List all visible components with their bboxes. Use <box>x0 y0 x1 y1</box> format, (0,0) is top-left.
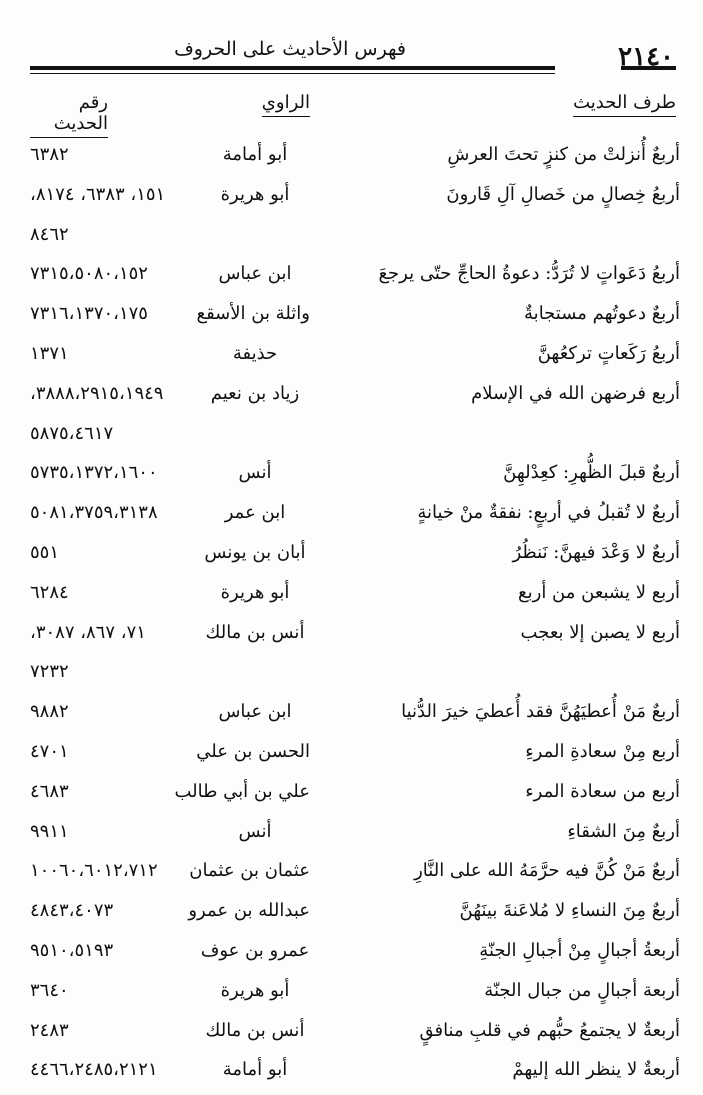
hadith-number: ٢٤٨٣ <box>30 1019 69 1041</box>
column-headers <box>30 92 680 134</box>
hadith-index-list <box>30 140 680 1095</box>
index-row <box>30 936 680 976</box>
index-row <box>30 697 680 737</box>
header-rule-thin <box>30 73 555 74</box>
hadith-number: ٤٧٠١ <box>30 740 69 762</box>
narrator-name: ابن عمر <box>224 502 286 524</box>
narrator-name: أبو أمامة <box>222 144 288 165</box>
hadith-number: ٥٧٣٥،١٣٧٢،١٦٠٠ <box>30 462 158 484</box>
index-row <box>30 856 680 896</box>
page-title: فهرس الأحاديث على الحروف <box>174 38 406 60</box>
narrator-name: أنس بن مالك <box>205 621 305 643</box>
hadith-text: أربعٌ أُنزلتْ من كنزٍ تحتَ العرشِ <box>447 144 680 165</box>
hadith-text: أربعةٌ لا يجتمعُ حبُّهم في قلبِ منافقٍ <box>419 1019 680 1041</box>
index-row <box>30 220 680 260</box>
hadith-text: أربعة أجبالٍ من جبال الجنّة <box>484 979 680 1001</box>
hadith-number: ٩٥١٠،٥١٩٣ <box>30 939 114 961</box>
index-row <box>30 1016 680 1056</box>
hadith-number: ٦٢٨٤ <box>30 581 69 603</box>
index-row <box>30 538 680 578</box>
hadith-text: أربعٌ لا وَعْدَ فيهنَّ: نَنظُرُ <box>512 541 680 563</box>
index-row <box>30 1055 680 1095</box>
hadith-text: أربعٌ مِنَ النساءِ لا مُلاعَنةَ بينَهُنَّ <box>459 900 680 922</box>
narrator-name: أبو هريرة <box>220 581 290 603</box>
hadith-text: أربع لا يصبن إلا بعجب <box>520 621 680 643</box>
hadith-text: أربع من سعادة المرء <box>525 780 680 802</box>
hadith-text: أربعةٌ لا ينظر الله إليهمْ <box>512 1059 680 1081</box>
hadith-number: ٩٩١١ <box>30 820 69 842</box>
hadith-number: ٥٠٨١،٣٧٥٩،٣١٣٨ <box>30 502 158 524</box>
hadith-number: ١٠٠٦٠،٦٠١٢،٧١٢ <box>30 860 158 882</box>
hadith-number: ٧٣١٦،١٣٧٠،١٧٥ <box>30 303 148 325</box>
hadith-number: ٥٥١ <box>30 541 60 563</box>
hadith-text: أربعٌ مَنْ كُنَّ فيه حرَّمَهُ الله على النَّارِ <box>414 860 680 882</box>
index-row <box>30 419 680 459</box>
narrator-name: ابن عباس <box>218 263 292 285</box>
narrator-name: عمرو بن عوف <box>200 939 310 961</box>
narrator-name: عبدالله بن عمرو <box>188 900 310 922</box>
hadith-text: أربعٌ مِنَ الشقاءِ <box>567 820 680 842</box>
index-row <box>30 976 680 1016</box>
narrator-name: الحسن بن علي <box>196 740 310 762</box>
hadith-number: ١٣٧١ <box>30 342 69 364</box>
column-header-number: رقم الحديث <box>30 92 108 138</box>
hadith-text: أربعُ خِصالٍ من خَصالِ آلِ قَارونَ <box>446 183 680 205</box>
narrator-name: واثلة بن الأسقع <box>196 303 310 325</box>
hadith-number: ٤٤٦٦،٢٤٨٥،٢١٢١ <box>30 1059 158 1081</box>
index-row <box>30 777 680 817</box>
hadith-number: ٩٨٨٢ <box>30 701 69 723</box>
index-row <box>30 618 680 658</box>
narrator-name: ابن عباس <box>218 701 292 723</box>
page-header <box>30 30 680 80</box>
narrator-name: أنس <box>238 820 272 842</box>
page-number: ٢١٤٠ <box>618 42 674 72</box>
hadith-text: أربعٌ لا تُقبلُ في أربعٍ: نفقةٌ منْ خيانةٍ <box>417 502 680 524</box>
hadith-text: أربعُ دَعَواتٍ لا تُرَدُّ: دعوةُ الحاجِّ حتّى يرجعَ <box>378 263 680 285</box>
index-row <box>30 259 680 299</box>
index-row <box>30 817 680 857</box>
narrator-name: أبو هريرة <box>220 979 290 1001</box>
index-row <box>30 180 680 220</box>
hadith-text: أربعٌ دعوتُهم مستجابةٌ <box>524 303 680 325</box>
narrator-name: علي بن أبي طالب <box>174 780 310 802</box>
column-header-text: طرف الحديث <box>573 92 676 117</box>
narrator-name: حذيفة <box>232 342 278 364</box>
narrator-name: أبو هريرة <box>220 183 290 205</box>
narrator-name: عثمان بن عثمان <box>189 860 310 882</box>
hadith-text: أربعُ رَكَعاتٍ تركعُهنَّ <box>537 342 680 364</box>
hadith-number: ٤٨٤٣،٤٠٧٣ <box>30 900 114 922</box>
hadith-number: ٧١، ٨٦٧، ٣٠٨٧، <box>30 621 146 643</box>
narrator-name: زياد بن نعيم <box>210 382 300 404</box>
index-row <box>30 896 680 936</box>
hadith-number: ٨٤٦٢ <box>30 223 69 245</box>
index-row <box>30 339 680 379</box>
hadith-number: ٣٦٤٠ <box>30 979 69 1001</box>
index-row <box>30 578 680 618</box>
index-row <box>30 379 680 419</box>
hadith-text: أربع مِنْ سعادةِ المرءِ <box>525 740 680 762</box>
page-number-dash <box>621 66 676 70</box>
header-rule <box>30 66 555 70</box>
hadith-text: أربع لا يشبعن من أربع <box>518 581 680 603</box>
index-row <box>30 657 680 697</box>
column-header-narrator: الراوي <box>262 92 310 117</box>
hadith-text: أربعةُ أجبالٍ مِنْ أجبالِ الجنّةِ <box>479 939 680 961</box>
hadith-text: أربعٌ مَنْ أُعطيَهُنَّ فقد أُعطيَ خيرَ الدُّنيا <box>401 701 680 723</box>
hadith-number: ٤٦٨٣ <box>30 780 69 802</box>
index-row <box>30 458 680 498</box>
index-row <box>30 737 680 777</box>
narrator-name: أبو أمامة <box>222 1059 288 1081</box>
narrator-name: أبان بن يونس <box>204 541 306 563</box>
hadith-number: ٧٣١٥،٥٠٨٠،١٥٢ <box>30 263 148 285</box>
narrator-name: أنس <box>238 462 272 484</box>
index-row <box>30 498 680 538</box>
narrator-name: أنس بن مالك <box>205 1019 305 1041</box>
hadith-number: ٧٢٣٢ <box>30 661 69 683</box>
hadith-number: ٦٣٨٢ <box>30 144 69 165</box>
hadith-number: ٥٨٧٥،٤٦١٧ <box>30 422 114 444</box>
hadith-text: أربع فرضهن الله في الإسلام <box>471 382 680 404</box>
hadith-number: ٣٨٨٨،٢٩١٥،١٩٤٩، <box>30 382 164 404</box>
hadith-text: أربعٌ قبلَ الظُّهرِ: كعِدْلهِنَّ <box>503 462 680 484</box>
index-row <box>30 140 680 180</box>
hadith-number: ١٥١، ٦٣٨٣، ٨١٧٤، <box>30 183 166 205</box>
index-row <box>30 299 680 339</box>
